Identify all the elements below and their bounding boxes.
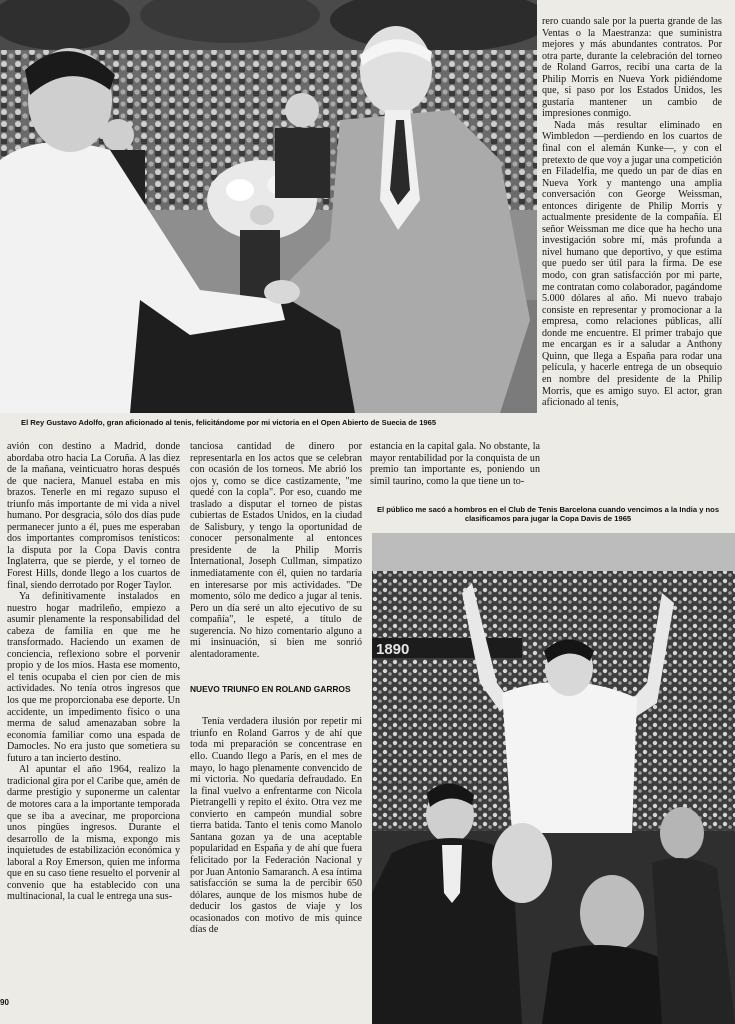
paragraph: estancia en la capital gala. No obstante, la mayor rentabilidad por la conquista de un premio tan importante es, poniendo un símil taurino, como la que tiene un to- <box>370 441 540 487</box>
column-right-mid <box>370 441 540 487</box>
page-number: 90 <box>0 998 9 1007</box>
top-photo <box>0 0 537 413</box>
paragraph: tanciosa cantidad de dinero por representarla en los actos que se celebran con ocasión de los torneos. Me abrió los ojos y, como se dice castizamente, "me quedé con la copla". Por eso, cuando me traslado a disputar el torneo de pistas cubiertas de Estados Unidos, en la ciudad de Salisbury, y tengo la oportunidad de conocer personalmente al entonces presidente de la Philip Morris International, Joseph Cullman, simpatizo inmediatamente con él, quien no tardaría en interesarse por mis actividades. "De momento, sólo me dedico a jugar al tenis. Pero un día seré un alto ejecutivo de su compañía", le espeté, a título de sugerencia. No hizo comentario alguno a mi insinuación, si bien me sonrió alentadoramente. <box>190 441 362 660</box>
paragraph: rero cuando sale por la puerta grande de las Ventas o la Maestranza: que suministra mejores y más abundantes contratos. Por otra parte, durante la celebración del torneo de Roland Garros, recibí una carta de la Philip Morris en Nueva York pidiéndome que, si paso por los Estados Unidos, les gustaría mantener un cambio de impresiones conmigo. <box>542 16 722 120</box>
bottom-photo-scene <box>372 533 735 1024</box>
paragraph: Ya definitivamente instalados en nuestro hogar madrileño, empiezo a asumir plenamente la responsabilidad del cabeza de familia en que me he transformado. Haciendo un examen de conciencia, reflexiono sobre el porvenir propio y de los míos. Hasta ese momento, el tenis ocupaba el cien por cien de mis actividades. No tenía otros ingresos que los que me proporcionaba ese deporte. Un accidente, un impedimento físico o una merma de salud amenazaban sobre la economía familiar como una espada de Damocles. No era justo que sometiera su futuro a tan incierto destino. <box>7 591 180 764</box>
section-heading: NUEVO TRIUNFO EN ROLAND GARROS <box>190 684 351 695</box>
paragraph: Tenía verdadera ilusión por repetir mi triunfo en Roland Garros y de ahí que toda mi preparación se concentrase en ello. Cuando llego a París, en el mes de mayo, lo hago plenamente convencido de mi victoria. No quedaría defraudado. En la final vuelvo a enfrentarme con Nicola Pietrangelli y repito el éxito. Otra vez me convierto en campeón mundial sobre tierra batida. Tanto el tenis como Manolo Santana gozan ya de una aceptable popularidad en España y de ahí que fuera felicitado por la Federación Nacional y por Juan Antonio Samaranch. A esa íntima satisfacción se suma la de percibir 650 dólares, aunque de los mismos hube de deducir los gastos de viaje y los ocasionados con motivo de mis quince días de <box>190 716 362 936</box>
top-photo-scene <box>0 0 537 413</box>
column-right-top <box>542 16 722 409</box>
paragraph: Nada más resultar eliminado en Wimbledon —perdiendo en los cuartos de final con el alemán Kunke—, y con el pretexto de que voy a jugar una competición en Filadelfia, me quedo un par de días en Nueva York y mantengo una amplia conversación con George Weissman, entonces dirigente de Philip Morris y actualmente presidente de la compañía. El señor Weissman me dice que ha hecho una investigación sobre mí, más profunda a nivel humano que deportivo, y que estima que puedo ser útil para la firma. De ese modo, con gran satisfacción por mi parte, me contratan como colaborador, pagándome 5.000 dólares al año. Mi nuevo trabajo consiste en representar y promocionar a la empresa, como relaciones públicas, allí donde me encuentre. El primer trabajo que me encargan es ir a saludar a Anthony Quinn, que llega a España para rodar una película, y hacerle entrega de un obsequio en nombre del presidente de la Philip Morris, que es amigo suyo. El actor, gran aficionado al tenis, <box>542 119 722 409</box>
scoreboard-text: 1890 <box>376 641 410 658</box>
top-photo-caption: El Rey Gustavo Adolfo, gran aficionado al tenis, felicitándome por mi victoria en el Open Abierto de Suecia de 1965 <box>21 418 437 427</box>
paragraph: Al apuntar el año 1964, realizo la tradicional gira por el Caribe que, amén de darme prestigio y suponerme un calentar de motores cara a la importante temporada que se iba a avecinar, me proporciona unos pingües ingresos. Durante el desarrollo de la misma, expongo mis inquietudes de estabilización económica y laboral a Roy Emerson, quien me informa que en su caso tiene resuelto el porvenir al convenio que ha establecido con una multinacional, la cual le entrega una sus- <box>7 764 180 903</box>
paragraph: avión con destino a Madrid, donde abordaba otro hacia La Coruña. A las diez de la mañana, veinticuatro horas después de que naciera, Manuel estaba en mis brazos. Tenerle en mi regazo supuso el triunfo más importante de mi vida a nivel humano. Por desgracia, sólo dos días pude permanecer junto a él, pues me esperaban dos importantes compromisos tenísticos: la disputa por la Copa Davis contra Inglaterra, que se pierde, y el torneo de Forest Hills, donde llego a los cuartos de final, siendo derrotado por Roger Taylor. <box>7 441 180 591</box>
bottom-photo <box>372 533 735 1024</box>
bottom-photo-caption: El público me sacó a hombros en el Club de Tenis Barcelona cuando vencimos a la India y nos clasificamos para jugar la Copa Davis de 1965 <box>376 505 720 523</box>
column-middle <box>190 441 362 936</box>
column-left <box>7 441 180 903</box>
